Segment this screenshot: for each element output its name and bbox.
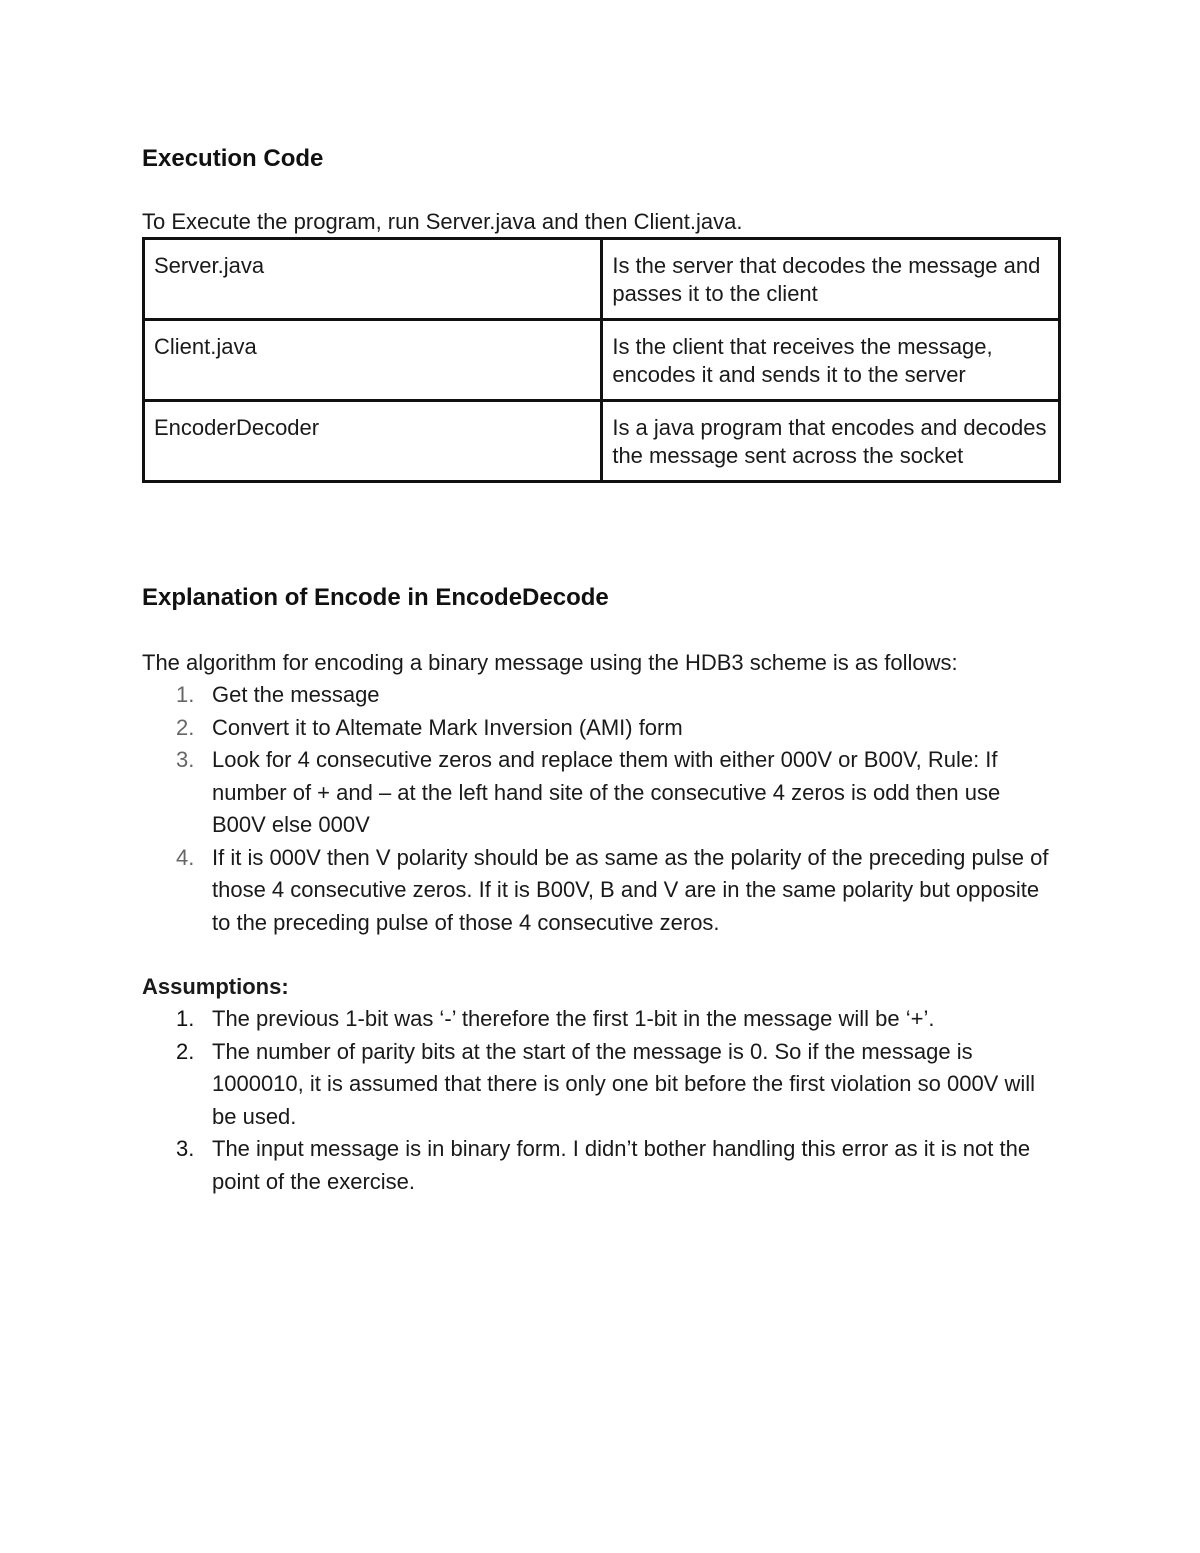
list-item-text: Convert it to Altemate Mark Inversion (AMI) form <box>212 714 683 740</box>
list-item <box>142 679 1060 712</box>
list-item <box>142 1036 1060 1134</box>
document-page <box>142 140 1060 1198</box>
list-item <box>142 1003 1060 1036</box>
list-item <box>142 744 1060 842</box>
file-name-cell: Client.java <box>144 320 602 401</box>
list-item-text: The input message is in binary form. I didn’t bother handling this error as it is not the point of the exercise. <box>212 1136 1031 1194</box>
list-item-text: Look for 4 consecutive zeros and replace them with either 000V or B00V, Rule: If number of + and – at the left hand site of the consecutive 4 zeros is odd then use B00V else 000V <box>212 747 1001 837</box>
file-description-cell: Is the client that receives the message, encodes it and sends it to the server <box>602 320 1060 401</box>
list-item-text: The previous 1-bit was ‘-’ therefore the first 1-bit in the message will be ‘+’. <box>212 1006 935 1031</box>
list-number: 3. <box>176 747 195 772</box>
encode-explanation-section <box>142 579 1060 1198</box>
list-number: 1. <box>176 1006 195 1031</box>
list-number: 3. <box>176 1136 195 1161</box>
list-item-text: The number of parity bits at the start of the message is 0. So if the message is 1000010, it is assumed that there is only one bit before the first violation so 000V will be used. <box>212 1038 1036 1129</box>
file-name-cell: Server.java <box>144 239 602 320</box>
list-item <box>142 842 1060 940</box>
list-item-text: If it is 000V then V polarity should be as same as the polarity of the preceding pulse of those 4 consecutive zeros. If it is B00V, B and V are in the same polarity but opposite to the preceding pulse of those 4 consecutive zeros. <box>212 844 1049 935</box>
table-row <box>144 401 1060 482</box>
list-number: 4. <box>176 844 195 870</box>
table-row <box>144 320 1060 401</box>
list-item-text: Get the message <box>212 682 380 707</box>
list-item <box>142 1133 1060 1198</box>
assumptions-heading: Assumptions: <box>142 974 289 999</box>
file-description-cell: Is the server that decodes the message and passes it to the client <box>602 239 1060 320</box>
algorithm-intro: The algorithm for encoding a binary message using the HDB3 scheme is as follows: <box>142 650 958 675</box>
table-row <box>144 239 1060 320</box>
file-name-cell: EncoderDecoder <box>144 401 602 482</box>
encode-explanation-heading: Explanation of Encode in EncodeDecode <box>142 584 609 611</box>
algorithm-steps-list <box>142 679 1060 939</box>
execution-intro: To Execute the program, run Server.java and then Client.java. <box>142 209 743 234</box>
list-number: 2. <box>176 1038 195 1064</box>
list-item <box>142 712 1060 745</box>
list-number: 1. <box>176 682 195 707</box>
execution-code-heading: Execution Code <box>142 145 324 172</box>
files-table <box>142 237 1061 483</box>
file-description-cell: Is a java program that encodes and decodes the message sent across the socket <box>602 401 1060 482</box>
list-number: 2. <box>176 714 195 740</box>
assumptions-list <box>142 1003 1060 1198</box>
